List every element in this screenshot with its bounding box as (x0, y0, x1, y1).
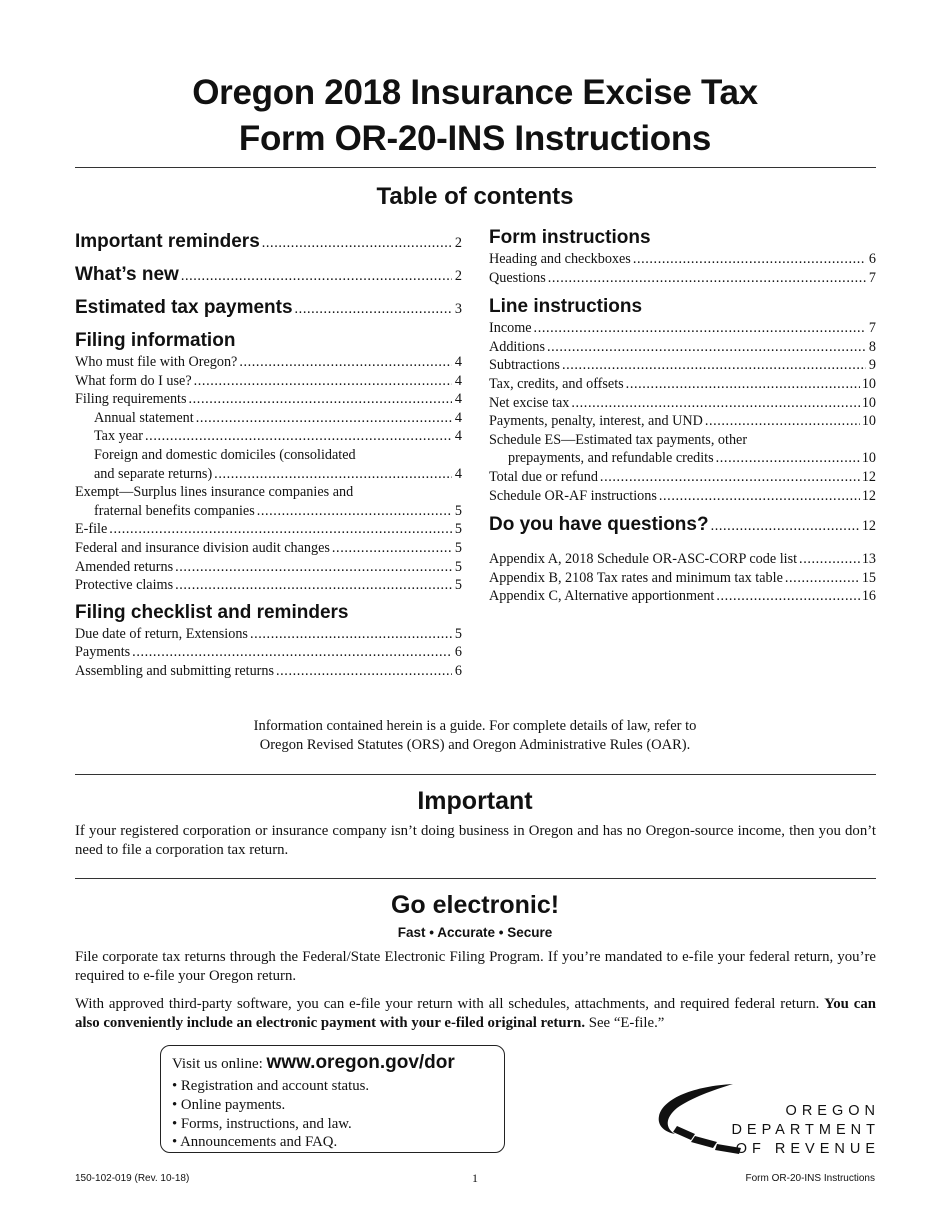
online-info-box (160, 1045, 505, 1153)
guide-notice (75, 717, 875, 755)
toc-title: Table of contents (376, 183, 574, 210)
toc-entry-label: Income (489, 320, 532, 337)
toc-entry-assembling[interactable] (75, 662, 462, 681)
leader-dots (239, 353, 452, 372)
toc-entry-label: Tax, credits, and offsets (489, 375, 624, 392)
toc-entry-page: 6 (454, 644, 462, 661)
toc-entry-label: and separate returns) (94, 465, 213, 482)
leader-dots (145, 427, 452, 446)
toc-section-filing-information: Filing information (75, 330, 236, 351)
leader-dots (196, 409, 452, 428)
toc-entry-page: 15 (861, 569, 876, 586)
leader-dots (534, 319, 866, 338)
spacer (489, 542, 876, 550)
leader-dots (181, 261, 452, 292)
toc-entry-tax-credits[interactable] (489, 375, 876, 394)
visit-label: Visit us online: (172, 1056, 267, 1072)
toc-entry-page: 5 (454, 539, 462, 556)
toc-entry-page: 6 (454, 662, 462, 679)
logo-line-3: OF REVENUE (735, 1141, 880, 1157)
toc-entry-label: Appendix A, 2018 Schedule OR-ASC-CORP code list (489, 551, 798, 568)
title-line-2: Form OR-20-INS Instructions (238, 119, 712, 158)
toc-entry-label: Payments, penalty, interest, and UND (489, 413, 703, 430)
leader-dots (799, 550, 860, 569)
toc-entry-page: 5 (454, 625, 462, 642)
leader-dots (705, 412, 860, 431)
leader-dots (785, 569, 860, 588)
guide-notice-line2: Oregon Revised Statutes (ORS) and Oregon Administrative Rules (OAR). (259, 737, 691, 753)
toc-entry-page: 12 (861, 468, 876, 485)
toc-entry-label: prepayments, and refundable credits (508, 450, 714, 467)
leader-dots (109, 520, 452, 539)
toc-entry-page: 16 (861, 588, 876, 605)
toc-entry-estimated-tax[interactable] (75, 292, 462, 325)
toc-entry-label: Heading and checkboxes (489, 251, 631, 267)
toc-entry-foreign-domiciles[interactable] (75, 465, 462, 484)
efile-paragraph-2-bold: You can also conveniently include an electronic payment with your e-filed original return. (75, 996, 876, 1031)
toc-entry-appendix-c[interactable] (489, 587, 876, 606)
toc-entry-appendix-a[interactable] (489, 550, 876, 569)
toc-entry-label: What form do I use? (75, 372, 192, 389)
toc-entry-tax-year[interactable] (75, 427, 462, 446)
toc-entry-label: Net excise tax (489, 394, 570, 411)
toc-entry-schedule-es[interactable] (489, 449, 876, 468)
toc-entry-who-must-file[interactable] (75, 353, 462, 372)
toc-entry-protective-claims[interactable] (75, 576, 462, 595)
important-heading: Important (417, 787, 533, 815)
toc-entry-label: Subtractions (489, 357, 560, 374)
bullet-item: • Announcements and FAQ. (172, 1134, 338, 1151)
toc-entry-page: 7 (868, 269, 876, 286)
toc-entry-federal-audit[interactable] (75, 539, 462, 558)
toc-left-column (75, 226, 462, 681)
leader-dots (547, 338, 866, 357)
toc-entry-label: Questions (489, 269, 546, 286)
important-text: If your registered corporation or insurance company isn’t doing business in Oregon and has no Oregon-source income, then you don’t need to file a corporation tax return. (75, 823, 876, 858)
leader-dots (571, 394, 859, 413)
leader-dots (711, 511, 860, 542)
toc-entry-label: Who must file with Oregon? (75, 354, 238, 370)
logo-line-1: OREGON (785, 1103, 880, 1119)
toc-entry-schedule-af[interactable] (489, 487, 876, 506)
guide-notice-line1: Information contained herein is a guide. For complete details of law, refer to (253, 718, 697, 734)
leader-dots (548, 269, 866, 288)
website-link[interactable]: www.oregon.gov/dor (266, 1052, 455, 1073)
logo-line-2: DEPARTMENT (731, 1122, 880, 1138)
toc-entry-important-reminders[interactable] (75, 226, 462, 259)
toc-entry-label: Schedule OR-AF instructions (489, 487, 657, 504)
toc-entry-label: Additions (489, 338, 545, 355)
toc-entry-page: 4 (454, 465, 462, 482)
toc-entry-net-excise[interactable] (489, 394, 876, 413)
efile-paragraph-2-start: With approved third-party software, you can e-file your return with all schedules, attachments, and required federal return. (75, 996, 825, 1012)
toc-entry-page: 4 (454, 409, 462, 426)
toc-entry-filing-requirements[interactable] (75, 390, 462, 409)
toc-entry-heading-checkboxes[interactable] (489, 250, 876, 269)
toc-entry-do-you-have-questions[interactable] (489, 509, 876, 542)
toc-entry-page: 3 (454, 301, 462, 317)
toc-entry-page: 2 (454, 235, 462, 251)
leader-dots (716, 587, 859, 606)
bullet-item: • Online payments. (172, 1096, 286, 1113)
toc-entry-income[interactable] (489, 319, 876, 338)
toc-entry-page: 5 (454, 558, 462, 575)
leader-dots (189, 390, 452, 409)
toc-entry-label: Appendix B, 2108 Tax rates and minimum tax table (489, 569, 783, 586)
efile-paragraph-1: File corporate tax returns through the Federal/State Electronic Filing Program. If you’re mandated to e-file your federal return, you’re required to e-file your Oregon return. (75, 949, 876, 984)
toc-entry-page: 4 (454, 354, 462, 370)
bullet-item: • Forms, instructions, and law. (172, 1115, 352, 1132)
go-electronic-subtitle: Fast • Accurate • Secure (397, 925, 553, 940)
toc-entry-efile[interactable] (75, 520, 462, 539)
toc-entry-what-form[interactable] (75, 372, 462, 391)
toc-entry-page: 10 (861, 450, 876, 467)
toc-entry-page: 9 (868, 357, 876, 374)
toc-entry-label: fraternal benefits companies (94, 502, 255, 519)
leader-dots (132, 643, 452, 662)
go-electronic-heading: Go electronic! (390, 891, 560, 919)
leader-dots (633, 250, 866, 269)
toc-entry-whats-new[interactable] (75, 259, 462, 292)
toc-right-column (489, 226, 876, 606)
toc-entry-annual-statement[interactable] (75, 409, 462, 428)
toc-entry-label: Federal and insurance division audit changes (75, 539, 330, 556)
toc-entry-appendix-b[interactable] (489, 569, 876, 588)
toc-entry-exempt-line1: Exempt—Surplus lines insurance companies and (75, 484, 354, 501)
leader-dots (295, 294, 452, 325)
toc-entry-page: 12 (861, 487, 876, 504)
leader-dots (257, 502, 452, 521)
toc-entry-total-due[interactable] (489, 468, 876, 487)
section-divider (75, 878, 876, 879)
toc-entry-page: 2 (454, 268, 462, 284)
toc-entry-page: 4 (454, 391, 462, 408)
footer-form-name: Form OR-20-INS Instructions (745, 1173, 875, 1184)
toc-entry-page: 10 (861, 375, 876, 392)
toc-entry-payments[interactable] (75, 643, 462, 662)
leader-dots (250, 625, 452, 644)
leader-dots (194, 372, 452, 391)
toc-entry-page: 13 (861, 551, 876, 568)
toc-entry-page: 12 (861, 518, 876, 535)
leader-dots (276, 662, 452, 681)
toc-entry-label: Assembling and submitting returns (75, 662, 275, 679)
footer-form-number: 150-102-019 (Rev. 10-18) (75, 1173, 190, 1184)
toc-entry-due-date[interactable] (75, 625, 462, 644)
toc-entry-label: Protective claims (75, 577, 174, 594)
oregon-dor-logo (655, 1082, 880, 1162)
leader-dots (214, 465, 452, 484)
toc-entry-label: Do you have questions? (489, 514, 709, 536)
toc-entry-questions[interactable] (489, 269, 876, 288)
toc-entry-label: E-file (75, 521, 108, 538)
toc-entry-page: 4 (454, 372, 462, 389)
toc-entry-payments-penalty[interactable] (489, 412, 876, 431)
toc-entry-additions[interactable] (489, 338, 876, 357)
title-divider (75, 167, 876, 168)
toc-entry-label: Filing requirements (75, 391, 187, 408)
toc-entry-page: 5 (454, 521, 462, 538)
leader-dots (716, 449, 860, 468)
toc-entry-label: Payments (75, 644, 131, 661)
toc-entry-page: 4 (454, 428, 462, 445)
toc-entry-page: 10 (861, 413, 876, 430)
toc-entry-label: Appendix C, Alternative apportionment (489, 588, 715, 605)
toc-entry-foreign-line1: Foreign and domestic domiciles (consolidated (94, 446, 356, 463)
toc-entry-page: 10 (861, 394, 876, 411)
toc-section-line-instructions: Line instructions (489, 296, 643, 318)
leader-dots (600, 468, 860, 487)
toc-entry-schedule-es-line1: Schedule ES—Estimated tax payments, other (489, 431, 748, 448)
toc-entry-label: What’s new (75, 264, 179, 285)
toc-entry-amended-returns[interactable] (75, 558, 462, 577)
toc-entry-page: 5 (454, 502, 462, 519)
section-divider (75, 774, 876, 775)
leader-dots (659, 487, 860, 506)
efile-paragraph-2 (75, 995, 876, 1033)
page-title (75, 70, 875, 162)
toc-entry-label: Estimated tax payments (75, 297, 293, 318)
footer-page-number: 1 (472, 1171, 478, 1185)
leader-dots (175, 576, 452, 595)
toc-entry-label: Total due or refund (489, 468, 598, 485)
toc-entry-label: Due date of return, Extensions (75, 625, 248, 642)
toc-section-checklist: Filing checklist and reminders (75, 601, 349, 623)
title-line-1: Oregon 2018 Insurance Excise Tax (192, 73, 758, 112)
toc-entry-page: 7 (868, 320, 876, 337)
leader-dots (626, 375, 860, 394)
toc-entry-page: 5 (454, 577, 462, 594)
toc-entry-page: 8 (868, 338, 876, 355)
toc-section-form-instructions: Form instructions (489, 227, 651, 248)
bullet-item: • Registration and account status. (172, 1078, 370, 1094)
leader-dots (175, 558, 452, 577)
leader-dots (332, 539, 452, 558)
toc-entry-label: Important reminders (75, 231, 260, 252)
toc-entry-label: Amended returns (75, 558, 174, 575)
toc-entry-page: 6 (868, 251, 876, 267)
efile-paragraph-2-end: See “E-file.” (585, 1015, 665, 1031)
visit-online (172, 1050, 504, 1077)
toc-entry-exempt[interactable] (75, 502, 462, 521)
toc-entry-label: Tax year (94, 428, 144, 445)
leader-dots (562, 356, 866, 375)
leader-dots (262, 228, 452, 259)
toc-entry-subtractions[interactable] (489, 356, 876, 375)
toc-entry-label: Annual statement (94, 409, 194, 426)
